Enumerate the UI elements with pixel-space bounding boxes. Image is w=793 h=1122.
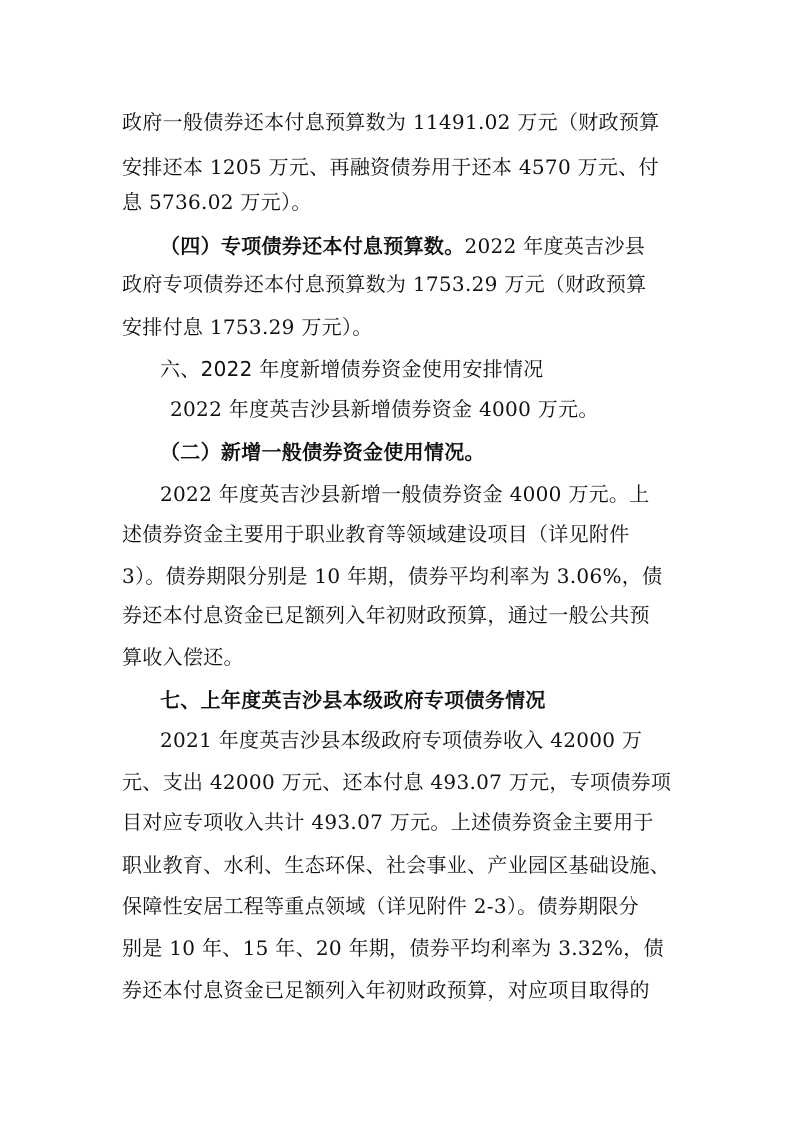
section-heading-new-general-bonds: （二）新增一般债券资金使用情况。 (160, 440, 485, 464)
section-heading-six: 六、2022 年度新增债券资金使用安排情况 (160, 357, 544, 381)
section-heading-seven: 七、上年度英吉沙县本级政府专项债务情况 (160, 688, 546, 712)
paragraph-line: 目对应专项收入共计 493.07 万元。上述债券资金主要用于 (122, 810, 654, 834)
paragraph-line: 政府专项债券还本付息预算数为 1753.29 万元（财政预算 (122, 272, 647, 296)
paragraph-line: 2021 年度英吉沙县本级政府专项债券收入 42000 万 (160, 728, 643, 752)
paragraph-line: 2022 年度英吉沙县新增债券资金 4000 万元。 (170, 397, 599, 421)
paragraph-line: 职业教育、水利、生态环保、社会事业、产业园区基础设施、 (122, 853, 671, 877)
paragraph-line: 保障性安居工程等重点领域（详见附件 2-3）。债券期限分 (122, 894, 639, 918)
paragraph-line: 算收入偿还。 (122, 645, 244, 669)
paragraph-line: 券还本付息资金已足额列入年初财政预算，对应项目取得的 (122, 978, 650, 1002)
paragraph-text: 2022 年度英吉沙县 (464, 234, 646, 258)
paragraph-line: 息 5736.02 万元）。 (122, 190, 312, 214)
paragraph-line: 3）。债券期限分别是 10 年期，债券平均利率为 3.06%，债 (122, 564, 663, 588)
paragraph-line: 安排付息 1753.29 万元）。 (122, 315, 373, 339)
section-heading-special-debt-repayment: （四）专项债券还本付息预算数。 (160, 234, 465, 258)
paragraph-line: 安排还本 1205 万元、再融资债券用于还本 4570 万元、付 (122, 155, 659, 179)
paragraph-line: 述债券资金主要用于职业教育等领域建设项目（详见附件 (122, 522, 630, 546)
paragraph-line: 券还本付息资金已足额列入年初财政预算，通过一般公共预 (122, 603, 650, 627)
paragraph-line: 元、支出 42000 万元、还本付息 493.07 万元，专项债券项 (122, 770, 672, 794)
paragraph-line: 别是 10 年、15 年、20 年期，债券平均利率为 3.32%，债 (122, 936, 664, 960)
paragraph-line: 2022 年度英吉沙县新增一般债券资金 4000 万元。上 (160, 482, 650, 506)
section-4-paragraph (160, 234, 677, 258)
paragraph-line: 政府一般债券还本付息预算数为 11491.02 万元（财政预算 (122, 110, 660, 134)
